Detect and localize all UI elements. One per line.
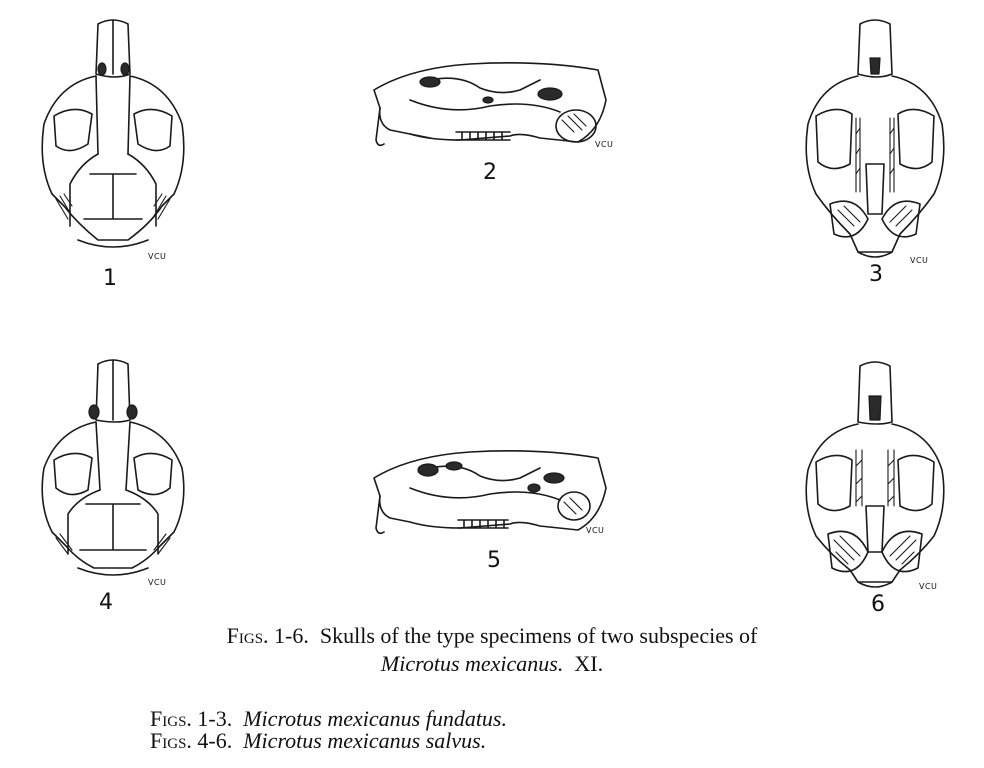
caption-text: Skulls of the type specimens of two subspecies of: [319, 623, 758, 648]
figure-number-1: 1: [103, 266, 117, 291]
legend-figure-label: Figs. 1-3.: [150, 706, 233, 731]
caption-figure-label: Figs. 1-6.: [226, 623, 309, 648]
artist-signature-2: VCU: [595, 140, 614, 149]
artist-signature-5: VCU: [586, 526, 605, 535]
artist-signature-1: VCU: [148, 252, 167, 261]
skull-figure-2-lateral: [370, 60, 610, 152]
figure-number-4: 4: [99, 590, 113, 615]
caption-line-2: [0, 650, 984, 678]
legend-row: [150, 708, 507, 730]
figure-number-5: 5: [487, 548, 501, 573]
figure-number-2: 2: [483, 160, 497, 185]
skull-figure-3-ventral: [800, 14, 950, 264]
caption-line-1: [0, 622, 984, 650]
skull-figure-6-ventral: [800, 356, 950, 592]
figure-number-3: 3: [869, 262, 883, 287]
figure-legend: [150, 708, 507, 752]
skull-figure-1-dorsal: [38, 14, 188, 264]
legend-species-name: Microtus mexicanus fundatus.: [243, 706, 507, 731]
skull-figure-5-lateral: [370, 448, 610, 540]
legend-row: [150, 730, 507, 752]
artist-signature-6: VCU: [919, 582, 938, 591]
caption-species: Microtus mexicanus.: [380, 651, 564, 676]
plate-caption: [0, 622, 984, 678]
legend-species-name: Microtus mexicanus salvus.: [243, 728, 487, 753]
skull-figure-4-dorsal: [38, 354, 188, 590]
legend-figure-label: Figs. 4-6.: [150, 728, 233, 753]
artist-signature-4: VCU: [148, 578, 167, 587]
artist-signature-3: VCU: [910, 256, 929, 265]
figure-number-6: 6: [871, 592, 885, 617]
caption-plate-number: XI.: [574, 651, 604, 676]
